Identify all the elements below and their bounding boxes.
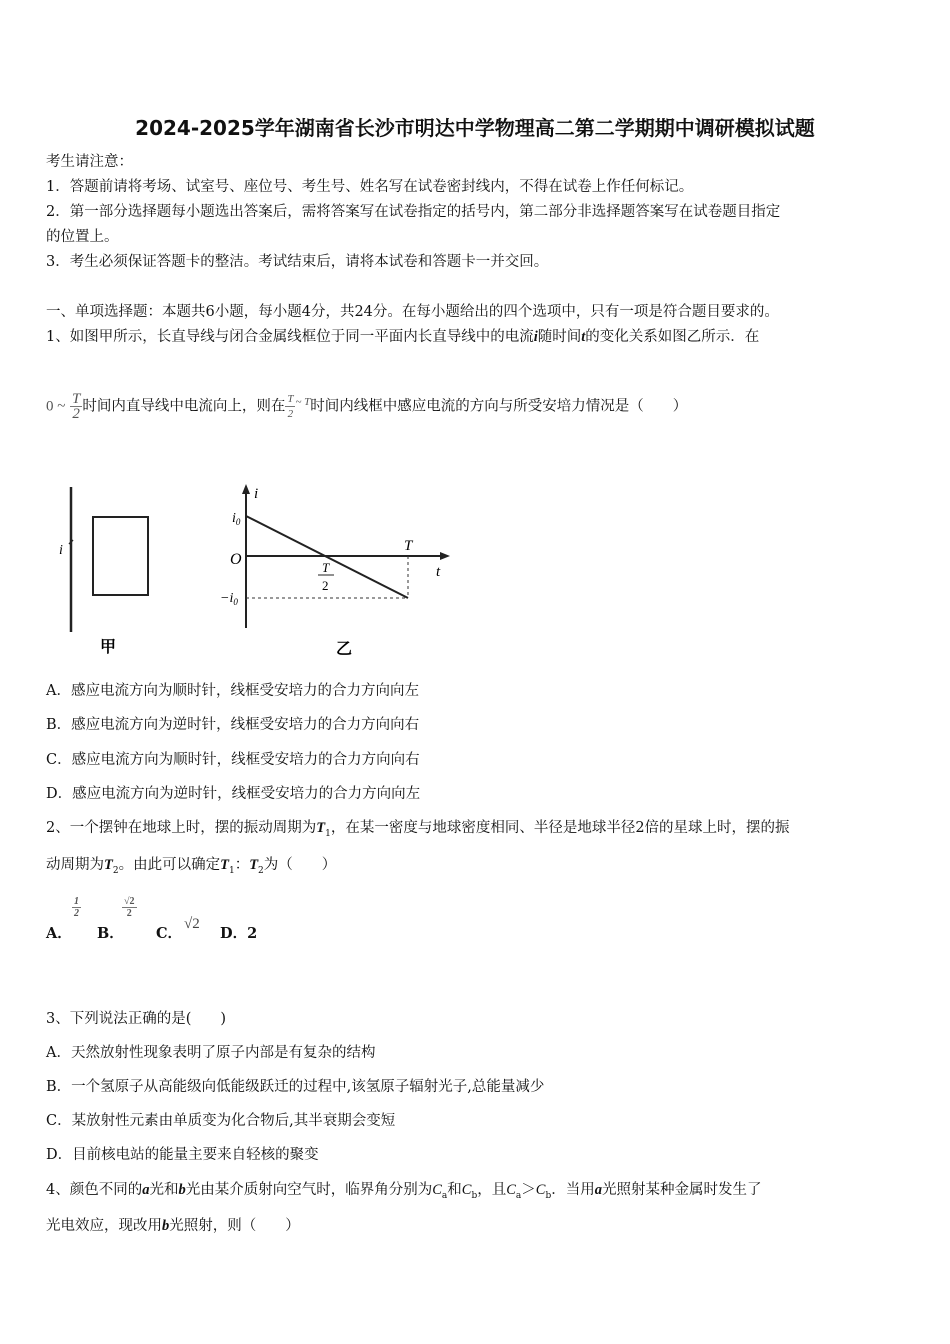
q4-Cb: C (461, 1182, 472, 1198)
origin-label: O (230, 551, 242, 568)
half-T-num: T (322, 560, 330, 575)
figure-jia-caption: 甲 (100, 637, 117, 656)
q1-text-a: 1、如图甲所示，长直导线与闭合金属线框位于同一平面内长直导线中的电流 (46, 329, 534, 345)
q4-Ca: C (432, 1182, 442, 1198)
notice-item-1: 1．答题前请将考场、试室号、座位号、考生号、姓名写在试卷密封线内，不得在试卷上作任何标记。 (46, 179, 694, 195)
q2-text-d: 。由此可以确定 (118, 857, 221, 873)
frac-num: 1 (74, 896, 79, 907)
notice-item-2-cont: 的位置上。 (46, 229, 119, 245)
q1-var-i: i (533, 329, 538, 345)
notice-item-3: 3．考生必须保证答题卡的整洁。考试结束后，请将本试卷和答题卡一并交回。 (46, 254, 549, 270)
q4-Ca-2-sub: a (515, 1190, 522, 1201)
q2-text-e: 为（ ） (263, 857, 337, 873)
i0-label (232, 511, 241, 527)
q4-Cb-2: C (535, 1182, 546, 1198)
notice-item-2: 2．第一部分选择题每小题选出答案后，需将答案写在试卷指定的括号内，第二部分非选择题答案写在试卷题目指定 (46, 204, 781, 220)
q2-T1: T (316, 820, 326, 836)
q4-text-a: 4、颜色不同的 (46, 1182, 143, 1198)
q4-text-b: 光和 (149, 1182, 179, 1198)
t-axis-label: t (436, 564, 441, 580)
q3-option-a: A．天然放射性现象表明了原子内部是有复杂的结构 (46, 1045, 376, 1061)
frac-num: √2 (124, 896, 135, 907)
q2-T2: T (104, 857, 113, 873)
q3-option-c: C．某放射性元素由单质变为化合物后,其半衰期会变短 (46, 1113, 396, 1129)
q4-stem-line1 (46, 1180, 761, 1206)
q2-stem-line2 (46, 855, 336, 881)
figure-jia (55, 482, 165, 662)
q1-stem-line1 (46, 327, 759, 347)
q4-text-h: 光电效应，现改用 (46, 1218, 162, 1234)
section-heading: 一、单项选择题：本题共6小题，每小题4分，共24分。在每小题给出的四个选项中，只有一项是符合题目要求的。 (46, 304, 779, 320)
metal-frame (93, 517, 148, 595)
q2-option-c: C． (156, 925, 183, 942)
q2-option-b-frac (122, 896, 137, 919)
q2-stem-line1 (46, 818, 790, 844)
q2-option-b: B． (97, 925, 124, 942)
q3-stem: 3、下列说法正确的是( ) (46, 1011, 227, 1027)
neg-i0-sub: 0 (233, 597, 238, 607)
page-title: 2024-2025学年湖南省长沙市明达中学物理高二第二学期期中调研模拟试题 (135, 116, 815, 140)
neg-i0-main: −i (220, 591, 234, 606)
q2-T2-ratio: T (249, 857, 259, 873)
i-axis-label: i (254, 486, 259, 502)
q4-var-a: a (142, 1182, 150, 1198)
q1-frac-half-T-2 (285, 392, 295, 421)
q2-T2-ratio-sub: 2 (258, 865, 264, 876)
q1-var-t: t (581, 329, 586, 345)
q1-text-c: 的变化关系如图乙所示．在 (585, 329, 760, 345)
q2-option-a: A． (46, 925, 72, 942)
frac-num: T (287, 393, 294, 405)
q4-text-f: ．当用 (551, 1182, 595, 1198)
q4-text-d: 和 (447, 1182, 462, 1198)
q2-text-a: 2、一个摆钟在地球上时，摆的振动周期为 (46, 820, 317, 836)
q4-var-b-2: b (162, 1218, 170, 1234)
i-axis-arrow (242, 484, 250, 494)
q1-text-line2a: 时间内直导线中电流向上，则在 (82, 398, 286, 415)
q4-Ca-2: C (506, 1182, 516, 1198)
q1-option-c: C．感应电流方向为顺时针，线框受安培力的合力方向向右 (46, 752, 420, 768)
frac-den: 2 (72, 406, 80, 422)
q1-text-b: 随时间 (537, 329, 582, 345)
q2-T2-sub: 2 (112, 865, 119, 876)
t-axis-arrow (440, 552, 450, 560)
q1-option-b: B．感应电流方向为逆时针，线框受安培力的合力方向向右 (46, 717, 420, 733)
q2-option-d: D．2 (220, 925, 258, 942)
q4-Cb-sub: b (471, 1190, 478, 1201)
q4-Ca-sub: a (441, 1190, 448, 1201)
q2-T1-sub: 1 (325, 828, 331, 839)
frac-den: 2 (287, 408, 294, 420)
q1-range1-prefix: 0 ~ (46, 398, 66, 415)
q4-stem-line2 (46, 1216, 300, 1236)
q1-stem-line2 (46, 392, 687, 421)
q1-text-line2b: 时间内线框中感应电流的方向与所受安培力情况是（ ） (310, 398, 688, 415)
i0-sub: 0 (235, 517, 241, 527)
half-T-den: 2 (322, 578, 329, 593)
q2-text-c: 动周期为 (46, 857, 104, 873)
q4-var-a-2: a (594, 1182, 602, 1198)
q4-text-g: 光照射某种金属时发生了 (601, 1182, 762, 1198)
q1-range2-suffix: ~ T (295, 396, 311, 408)
q3-option-d: D．目前核电站的能量主要来自轻核的聚变 (46, 1147, 319, 1163)
q4-gt: ＞ (521, 1182, 536, 1198)
q1-option-a: A．感应电流方向为顺时针，线框受安培力的合力方向向左 (46, 683, 419, 699)
frac-den: 2 (126, 908, 132, 919)
i0-main: i (232, 511, 236, 526)
frac-den: 2 (74, 908, 79, 919)
notice-heading: 考生请注意： (46, 154, 133, 170)
neg-i0-label (220, 591, 238, 607)
q4-text-i: 光照射，则（ ） (169, 1218, 300, 1234)
q2-T1-ratio: T (220, 857, 229, 873)
figure-yi-caption: 乙 (336, 639, 353, 658)
q3-option-b: B．一个氢原子从高能级向低能级跃迁的过程中,该氢原子辐射光子,总能量减少 (46, 1079, 545, 1095)
q4-var-b: b (178, 1182, 186, 1198)
wire-current-label: i (59, 543, 63, 558)
q2-text-b: ，在某一密度与地球密度相同、半径是地球半径2倍的星球上时，摆的振 (330, 820, 790, 836)
q4-text-c: 光由某介质射向空气时，临界角分别为 (185, 1182, 433, 1198)
frac-num: T (71, 391, 81, 407)
q1-option-d: D．感应电流方向为逆时针，线框受安培力的合力方向向左 (46, 786, 421, 802)
q2-option-c-value: √2 (184, 916, 200, 932)
T-label: T (404, 538, 413, 554)
q4-text-e: ，且 (477, 1182, 507, 1198)
q2-T1-ratio-sub: 1 (228, 865, 235, 876)
figure-yi (218, 478, 458, 663)
q2-option-a-frac (72, 896, 81, 919)
q4-Cb-2-sub: b (545, 1190, 552, 1201)
q2-colon: ： (234, 857, 250, 873)
q1-frac-half-T-1 (70, 392, 82, 421)
